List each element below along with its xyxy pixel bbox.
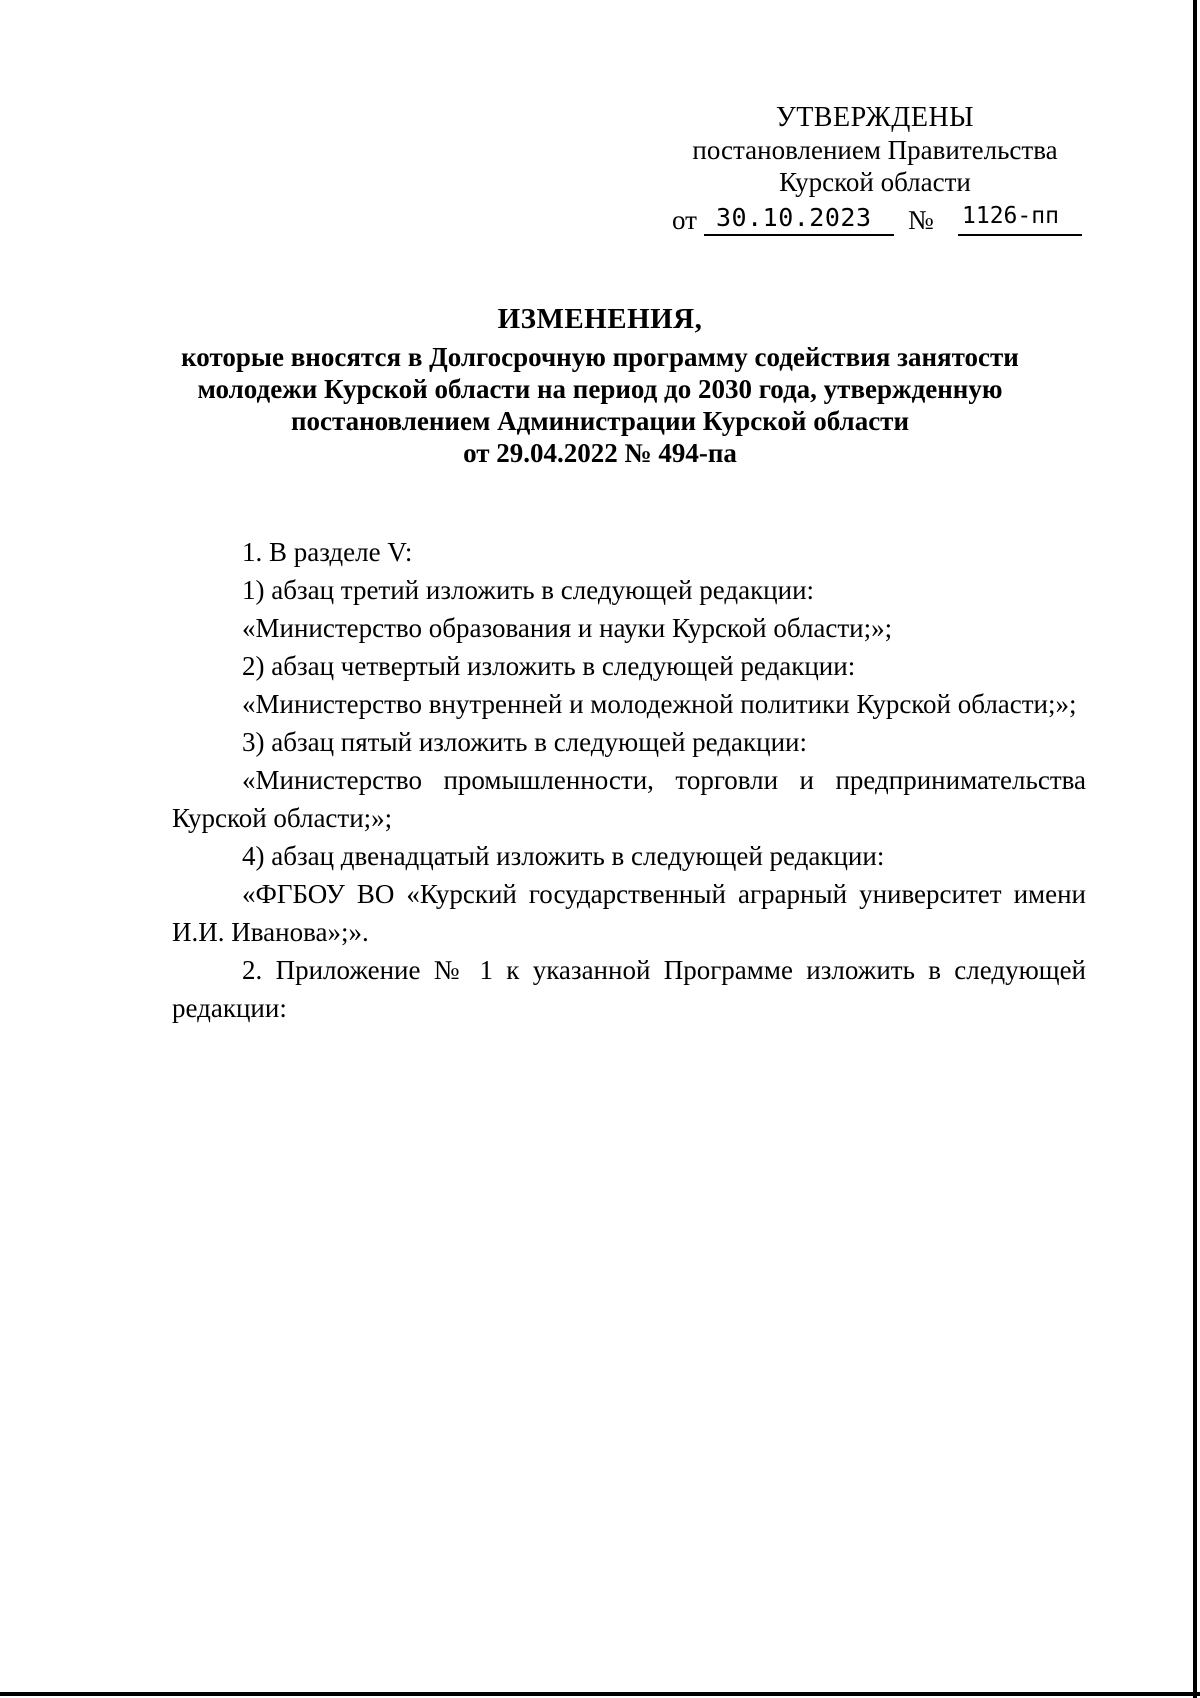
body-paragraph: 1) абзац третий изложить в следующей редакции: xyxy=(242,575,815,605)
approval-date: 30.10.2023 xyxy=(704,203,894,236)
approval-heading: УТВЕРЖДЕНЫ xyxy=(775,102,975,133)
date-prefix: от xyxy=(672,205,697,235)
body-paragraph: «Министерство промышленности, торговли и предпринимательства Курской области;»; xyxy=(172,765,1086,833)
document-title-block xyxy=(140,303,1060,469)
approval-date-row xyxy=(672,203,1082,239)
approval-stamp-block xyxy=(660,102,1090,198)
title-line-4: от 29.04.2022 № 494-па xyxy=(463,438,737,468)
scan-edge-right xyxy=(1193,0,1197,1698)
number-label: № xyxy=(908,205,934,235)
body-paragraph: 2) абзац четвертый изложить в следующей редакции: xyxy=(242,651,856,681)
scan-edge-bottom xyxy=(0,1692,1200,1696)
title-line-2: молодежи Курской области на период до 2030 года, утвержденную xyxy=(197,374,1003,404)
title-line-3: постановлением Администрации Курской области xyxy=(290,406,910,436)
approval-line-1: постановлением Правительства xyxy=(692,135,1058,165)
approval-line-2: Курской области xyxy=(779,167,971,197)
body-paragraph: 4) абзац двенадцатый изложить в следующей редакции: xyxy=(242,841,885,871)
body-paragraph: 3) абзац пятый изложить в следующей редакции: xyxy=(242,727,807,757)
title-line-1: которые вносятся в Долгосрочную программу содействия занятости xyxy=(181,342,1019,372)
body-paragraph: «Министерство внутренней и молодежной политики Курской области;»; xyxy=(242,689,1077,719)
body-paragraph: «ФГБОУ ВО «Курский государственный аграрный университет имени И.И. Иванова»;». xyxy=(172,879,1086,947)
document-body xyxy=(172,533,1086,1027)
document-title: ИЗМЕНЕНИЯ, xyxy=(497,303,703,335)
body-paragraph: 1. В разделе V: xyxy=(242,537,413,567)
body-paragraph: 2. Приложение № 1 к указанной Программе изложить в следующей редакции: xyxy=(172,955,1086,1023)
approval-number: 1126-пп xyxy=(958,203,1082,236)
body-paragraph: «Министерство образования и науки Курской области;»; xyxy=(242,613,893,643)
